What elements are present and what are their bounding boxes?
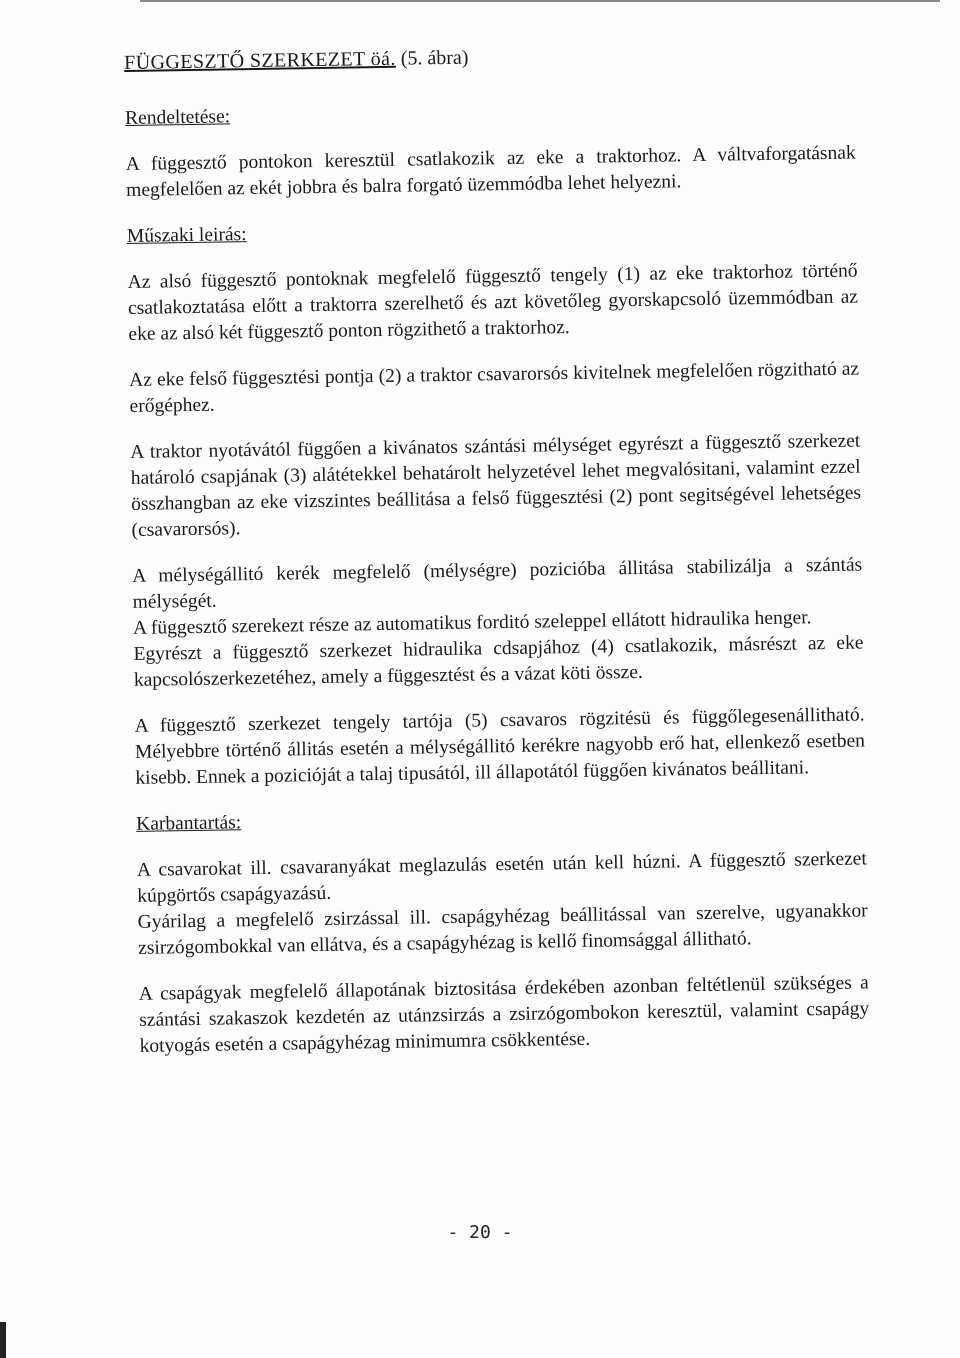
title-line <box>124 39 854 76</box>
heading-purpose: Rendeltetése: <box>124 106 231 129</box>
document-title: FÜGGESZTŐ SZERKEZET öá. <box>124 47 396 74</box>
maintenance-paragraph-3: A csapágyak megfelelő állapotának biztositása érdekében azonban feltétlenül szükséges a szántási szakaszok kezdetén az utánzsirzás a zsirzógombokon keresztül, valamint csapágy kotyogás esetén a csapágyhézag minimumra csökkentése. <box>138 972 870 1057</box>
heading-technical: Műszaki leirás: <box>126 224 247 247</box>
technical-paragraph-4: A mélységállitó kerék megfelelő (mélységre) pozicióba állitása stabilizálja a szántás mélységét. <box>132 554 863 613</box>
technical-paragraph-5: A függesztő szerekezt része az automatikus forditó szeleppel ellátott hidraulika henger. <box>132 607 812 639</box>
maintenance-paragraph-1: A csavarokat ill. csavaranyákat meglazulás esetén után kell húzni. A függesztő szerkezet kúpgörtős csapágyazású. <box>136 848 867 907</box>
figure-reference: (5. ábra) <box>400 46 469 70</box>
technical-paragraph-1: Az alsó függesztő pontoknak megfelelő függesztő tengely (1) az eke traktorhoz történő csatlakoztatása előtt a traktorra szerelhető és azt követőleg gyorskapcsoló üzemmódban az eke az alsó két függesztő ponton rögzithető a traktorhoz. <box>127 260 859 345</box>
document-body <box>124 39 870 1080</box>
technical-paragraph-6: Egyrészt a függesztő szerkezet hidraulika cdsapjához (4) csatlakozik, másrészt az eke kapcsolószerkezetéhez, amely a függesztést és a vázat köti össze. <box>133 632 864 691</box>
scan-top-edge <box>140 0 940 2</box>
purpose-paragraph: A függesztő pontokon keresztül csatlakozik az eke a traktorhoz. A váltvaforgatásnak megfelelően az ekét jobbra és balra forgató üzemmódba lehet helyezni. <box>125 142 856 201</box>
technical-paragraph-3: A traktor nyotávától függően a kivánatos szántási mélységet egyrészt a függesztő szerkezet határoló csapjának (3) alátétekkel behatárolt helyzetével lehet megvalósitani, valamint ezzel összhangban az eke vizszintes beállitása a felső függesztési (2) pont segitségével lehetséges (csavarorsós). <box>130 430 862 541</box>
page-number: - 20 - <box>447 1222 513 1243</box>
scan-left-mark <box>0 1322 6 1358</box>
technical-paragraph-7: A függesztő szerkezet tengely tartója (5) csavaros rögzitésü és függőlegesenállitható. Mélyebbre történő állitás esetén a mélységállitó kerékre nagyobb erő hat, ellenkező esetben kisebb. Ennek a pozicióját a talaj tipusától, ill állapotától függően kivánatos beállitani. <box>134 704 866 789</box>
heading-maintenance: Karbantartás: <box>136 812 242 835</box>
technical-paragraph-2: Az eke felső függesztési pontja (2) a traktor csavarorsós kivitelnek megfelelően rögzitható az erőgéphez. <box>129 358 860 417</box>
maintenance-paragraph-2: Gyárilag a megfelelő zsirzással ill. csapágyhézag beállitással van szerelve, ugyanakkor zsirzógombokkal van ellátva, és a csapágyhézag is kellő finomsággal állitható. <box>137 900 868 959</box>
